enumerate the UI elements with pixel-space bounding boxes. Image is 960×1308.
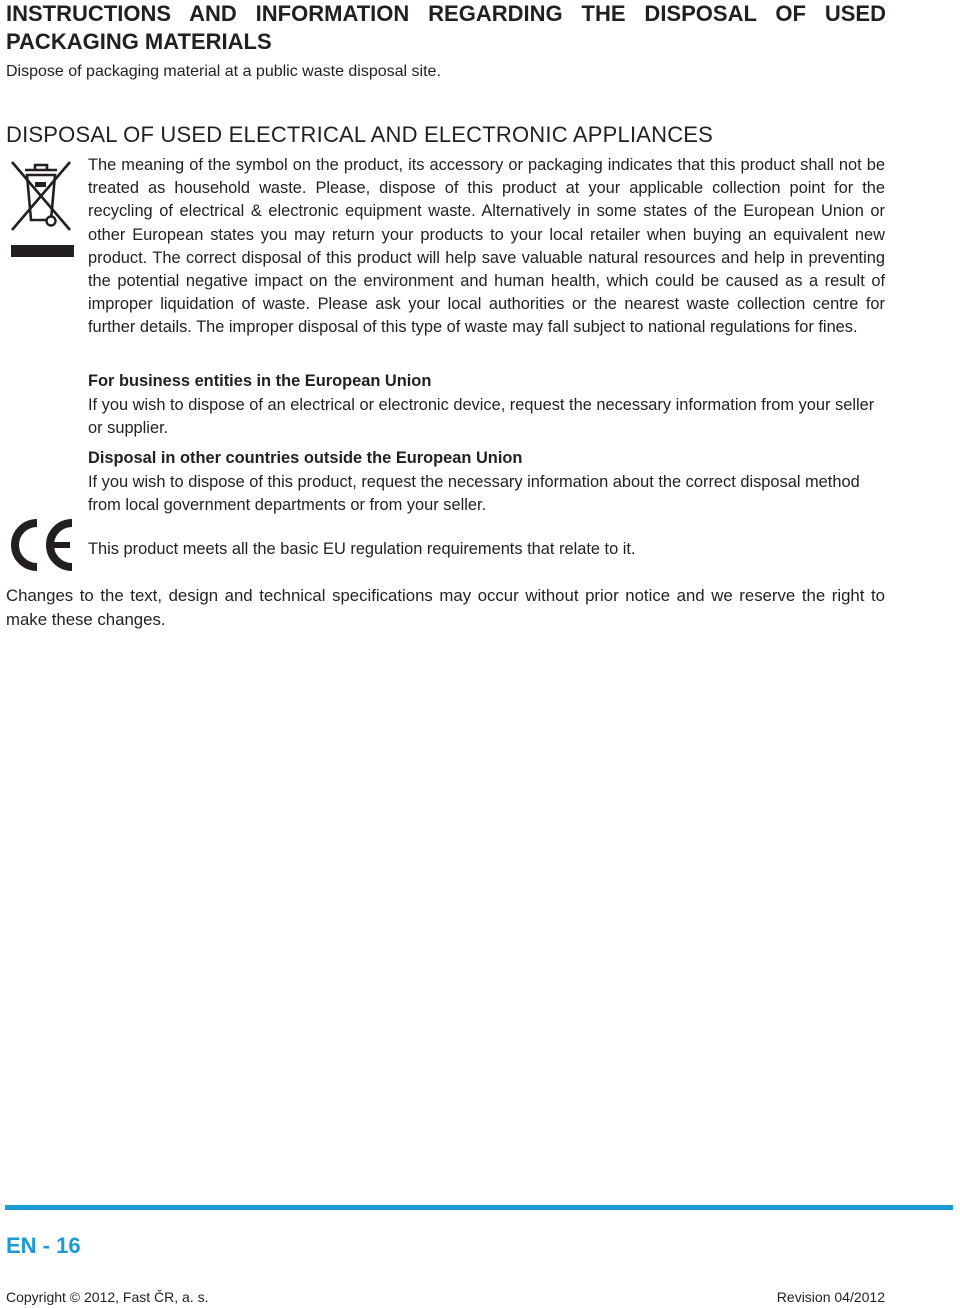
crossed-out-wheelie-bin-icon bbox=[8, 158, 74, 238]
weee-heading: DISPOSAL OF USED ELECTRICAL AND ELECTRONIC APPLIANCES bbox=[6, 122, 714, 147]
outside-eu-heading: Disposal in other countries outside the European Union bbox=[88, 449, 523, 467]
packaging-text: Dispose of packaging material at a public waste disposal site. bbox=[6, 63, 441, 80]
ce-text: This product meets all the basic EU regulation requirements that relate to it. bbox=[88, 540, 636, 558]
footer-rule bbox=[5, 1205, 953, 1210]
page-number: EN - 16 bbox=[6, 1233, 81, 1258]
revision-label: Revision bbox=[776, 1289, 831, 1305]
changes-notice: Changes to the text, design and technical specifications may occur without prior notice and we reserve the right to make these changes. bbox=[6, 586, 885, 629]
ce-mark-icon bbox=[6, 517, 76, 573]
outside-eu-text: If you wish to dispose of this product, request the necessary information about the correct disposal method from local government departments or from your seller. bbox=[88, 473, 860, 515]
revision-value: 04/2012 bbox=[834, 1289, 885, 1305]
weee-black-bar bbox=[11, 245, 74, 257]
weee-text: The meaning of the symbol on the product, its accessory or packaging indicates that this product shall not be treated as household waste. Please, dispose of this product at your applicable collection point for the recycling of electrical & electronic equipment waste. Alternatively in some states of the European Union or other European states you may return your products to your local retailer when buying an equivalent new product. The correct disposal of this product will help save valuable natural resources and help in preventing the potential negative impact on the environment and human health, which could be caused as a result of improper liquidation of waste. Please ask your local authorities or the nearest waste collection centre for further details. The improper disposal of this type of waste may fall subject to national regulations for fines. bbox=[88, 156, 885, 337]
packaging-heading: INSTRUCTIONS AND INFORMATION REGARDING THE DISPOSAL OF USED PACKAGING MATERIALS bbox=[6, 1, 886, 54]
business-heading: For business entities in the European Union bbox=[88, 372, 432, 390]
business-text: If you wish to dispose of an electrical or electronic device, request the necessary information from your seller or supplier. bbox=[88, 396, 875, 438]
copyright: Copyright © 2012, Fast ČR, a. s. bbox=[6, 1289, 209, 1305]
revision bbox=[777, 1287, 885, 1307]
